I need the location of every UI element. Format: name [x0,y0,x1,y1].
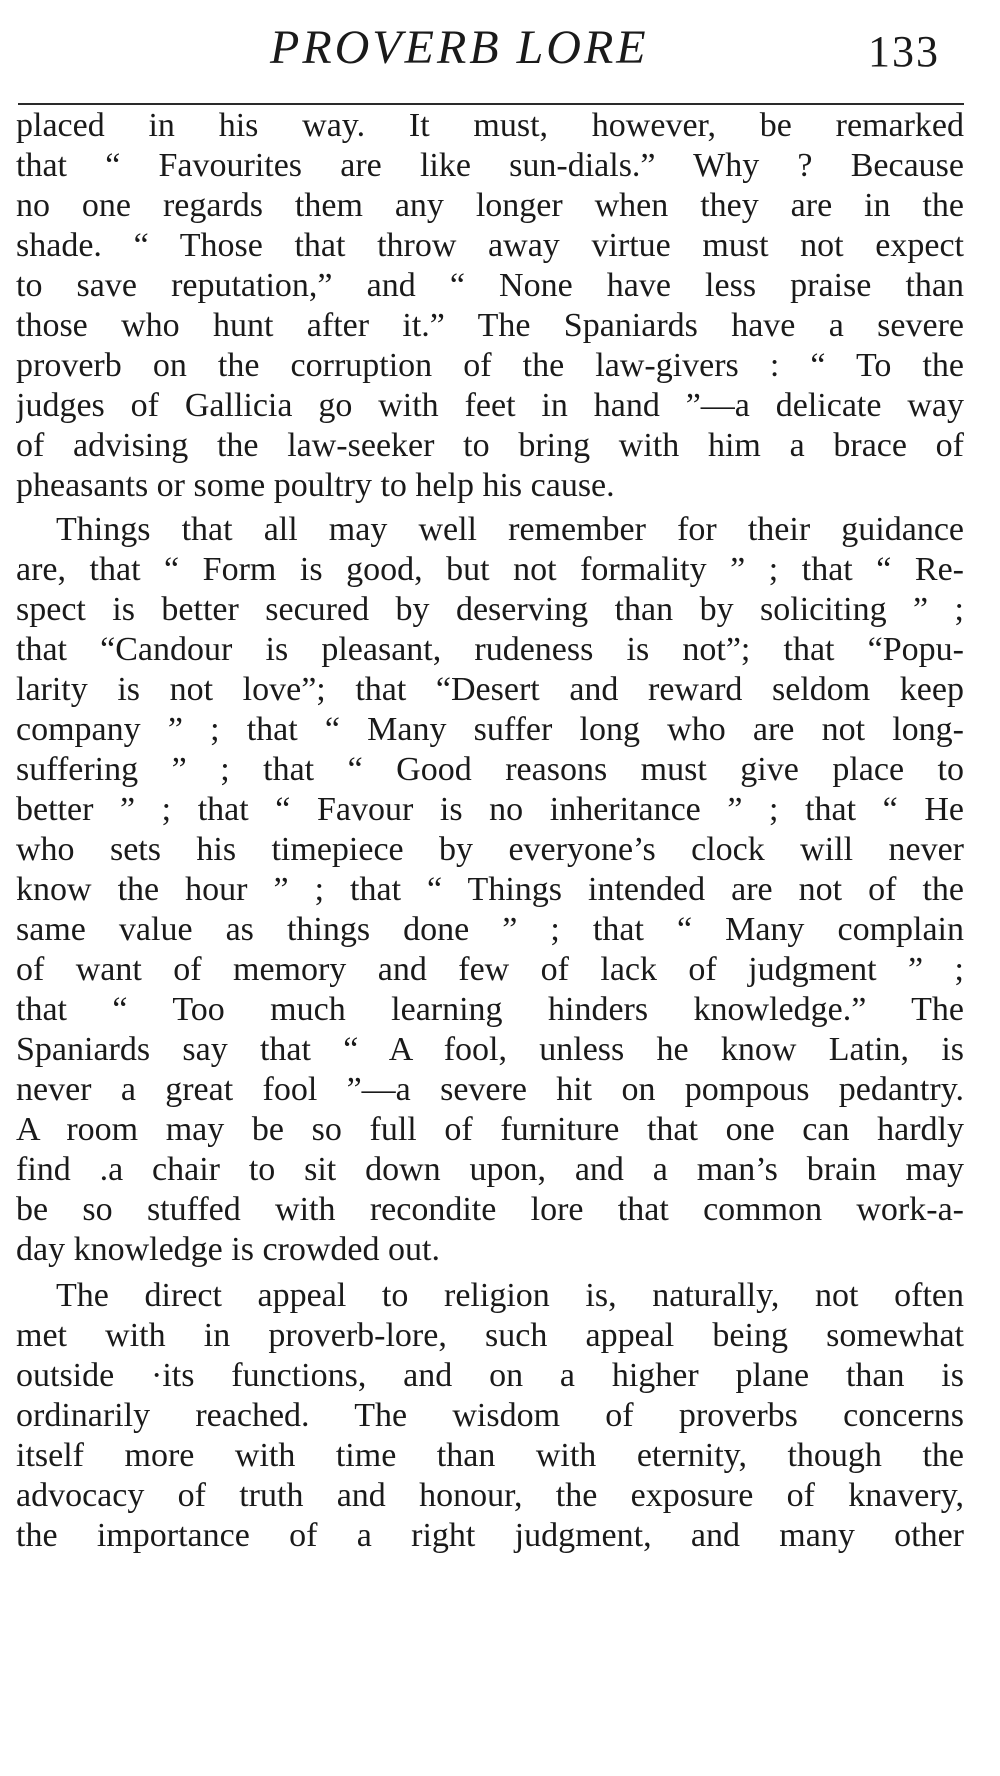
text-line: know the hour ” ; that “ Things intended are not of the [16,871,964,908]
text-line: of want of memory and few of lack of judgment ” ; [16,951,964,988]
text-line: that “ Too much learning hinders knowledge.” The [16,991,964,1028]
text-line: never a great fool ”—a severe hit on pompous pedantry. [16,1071,964,1108]
text-line: placed in his way. It must, however, be remarked [16,107,964,144]
text-line: itself more with time than with eternity, though the [16,1437,964,1474]
text-line: company ” ; that “ Many suffer long who are not long- [16,711,964,748]
header-rule [18,103,964,105]
text-line: same value as things done ” ; that “ Many complain [16,911,964,948]
text-line: to save reputation,” and “ None have less praise than [16,267,964,304]
text-line: suffering ” ; that “ Good reasons must give place to [16,751,964,788]
text-line: advocacy of truth and honour, the exposure of knavery, [16,1477,964,1514]
text-line: find .a chair to sit down upon, and a man’s brain may [16,1151,964,1188]
text-line: who sets his timepiece by everyone’s clock will never [16,831,964,868]
text-line: met with in proverb-lore, such appeal being somewhat [16,1317,964,1354]
text-line: larity is not love”; that “Desert and reward seldom keep [16,671,964,708]
text-line: pheasants or some poultry to help his cause. [16,467,615,504]
text-line: of advising the law-seeker to bring with him a brace of [16,427,964,464]
text-line: those who hunt after it.” The Spaniards have a severe [16,307,964,344]
text-line: judges of Gallicia go with feet in hand ”—a delicate way [16,387,964,424]
text-line: spect is better secured by deserving than by soliciting ” ; [16,591,964,628]
text-line: better ” ; that “ Favour is no inheritance ” ; that “ He [16,791,964,828]
text-line: that “ Favourites are like sun-dials.” Why ? Because [16,147,964,184]
text-line: the importance of a right judgment, and many other [16,1517,964,1554]
text-line: proverb on the corruption of the law-givers : “ To the [16,347,964,384]
page-header [0,18,1000,84]
text-line: are, that “ Form is good, but not formality ” ; that “ Re- [16,551,964,588]
text-line: Spaniards say that “ A fool, unless he know Latin, is [16,1031,964,1068]
text-line: that “Candour is pleasant, rudeness is not”; that “Popu- [16,631,964,668]
text-line: day knowledge is crowded out. [16,1231,440,1268]
running-title: PROVERB LORE [270,21,649,74]
text-line: no one regards them any longer when they are in the [16,187,964,224]
text-line: outside ·its functions, and on a higher plane than is [16,1357,964,1394]
text-line: A room may be so full of furniture that one can hardly [16,1111,964,1148]
text-line: ordinarily reached. The wisdom of proverbs concerns [16,1397,964,1434]
page-number: 133 [868,27,940,76]
text-line: shade. “ Those that throw away virtue must not expect [16,227,964,264]
text-line: be so stuffed with recondite lore that common work-a- [16,1191,964,1228]
text-line: The direct appeal to religion is, naturally, not often [56,1277,964,1314]
text-line: Things that all may well remember for their guidance [56,511,964,548]
